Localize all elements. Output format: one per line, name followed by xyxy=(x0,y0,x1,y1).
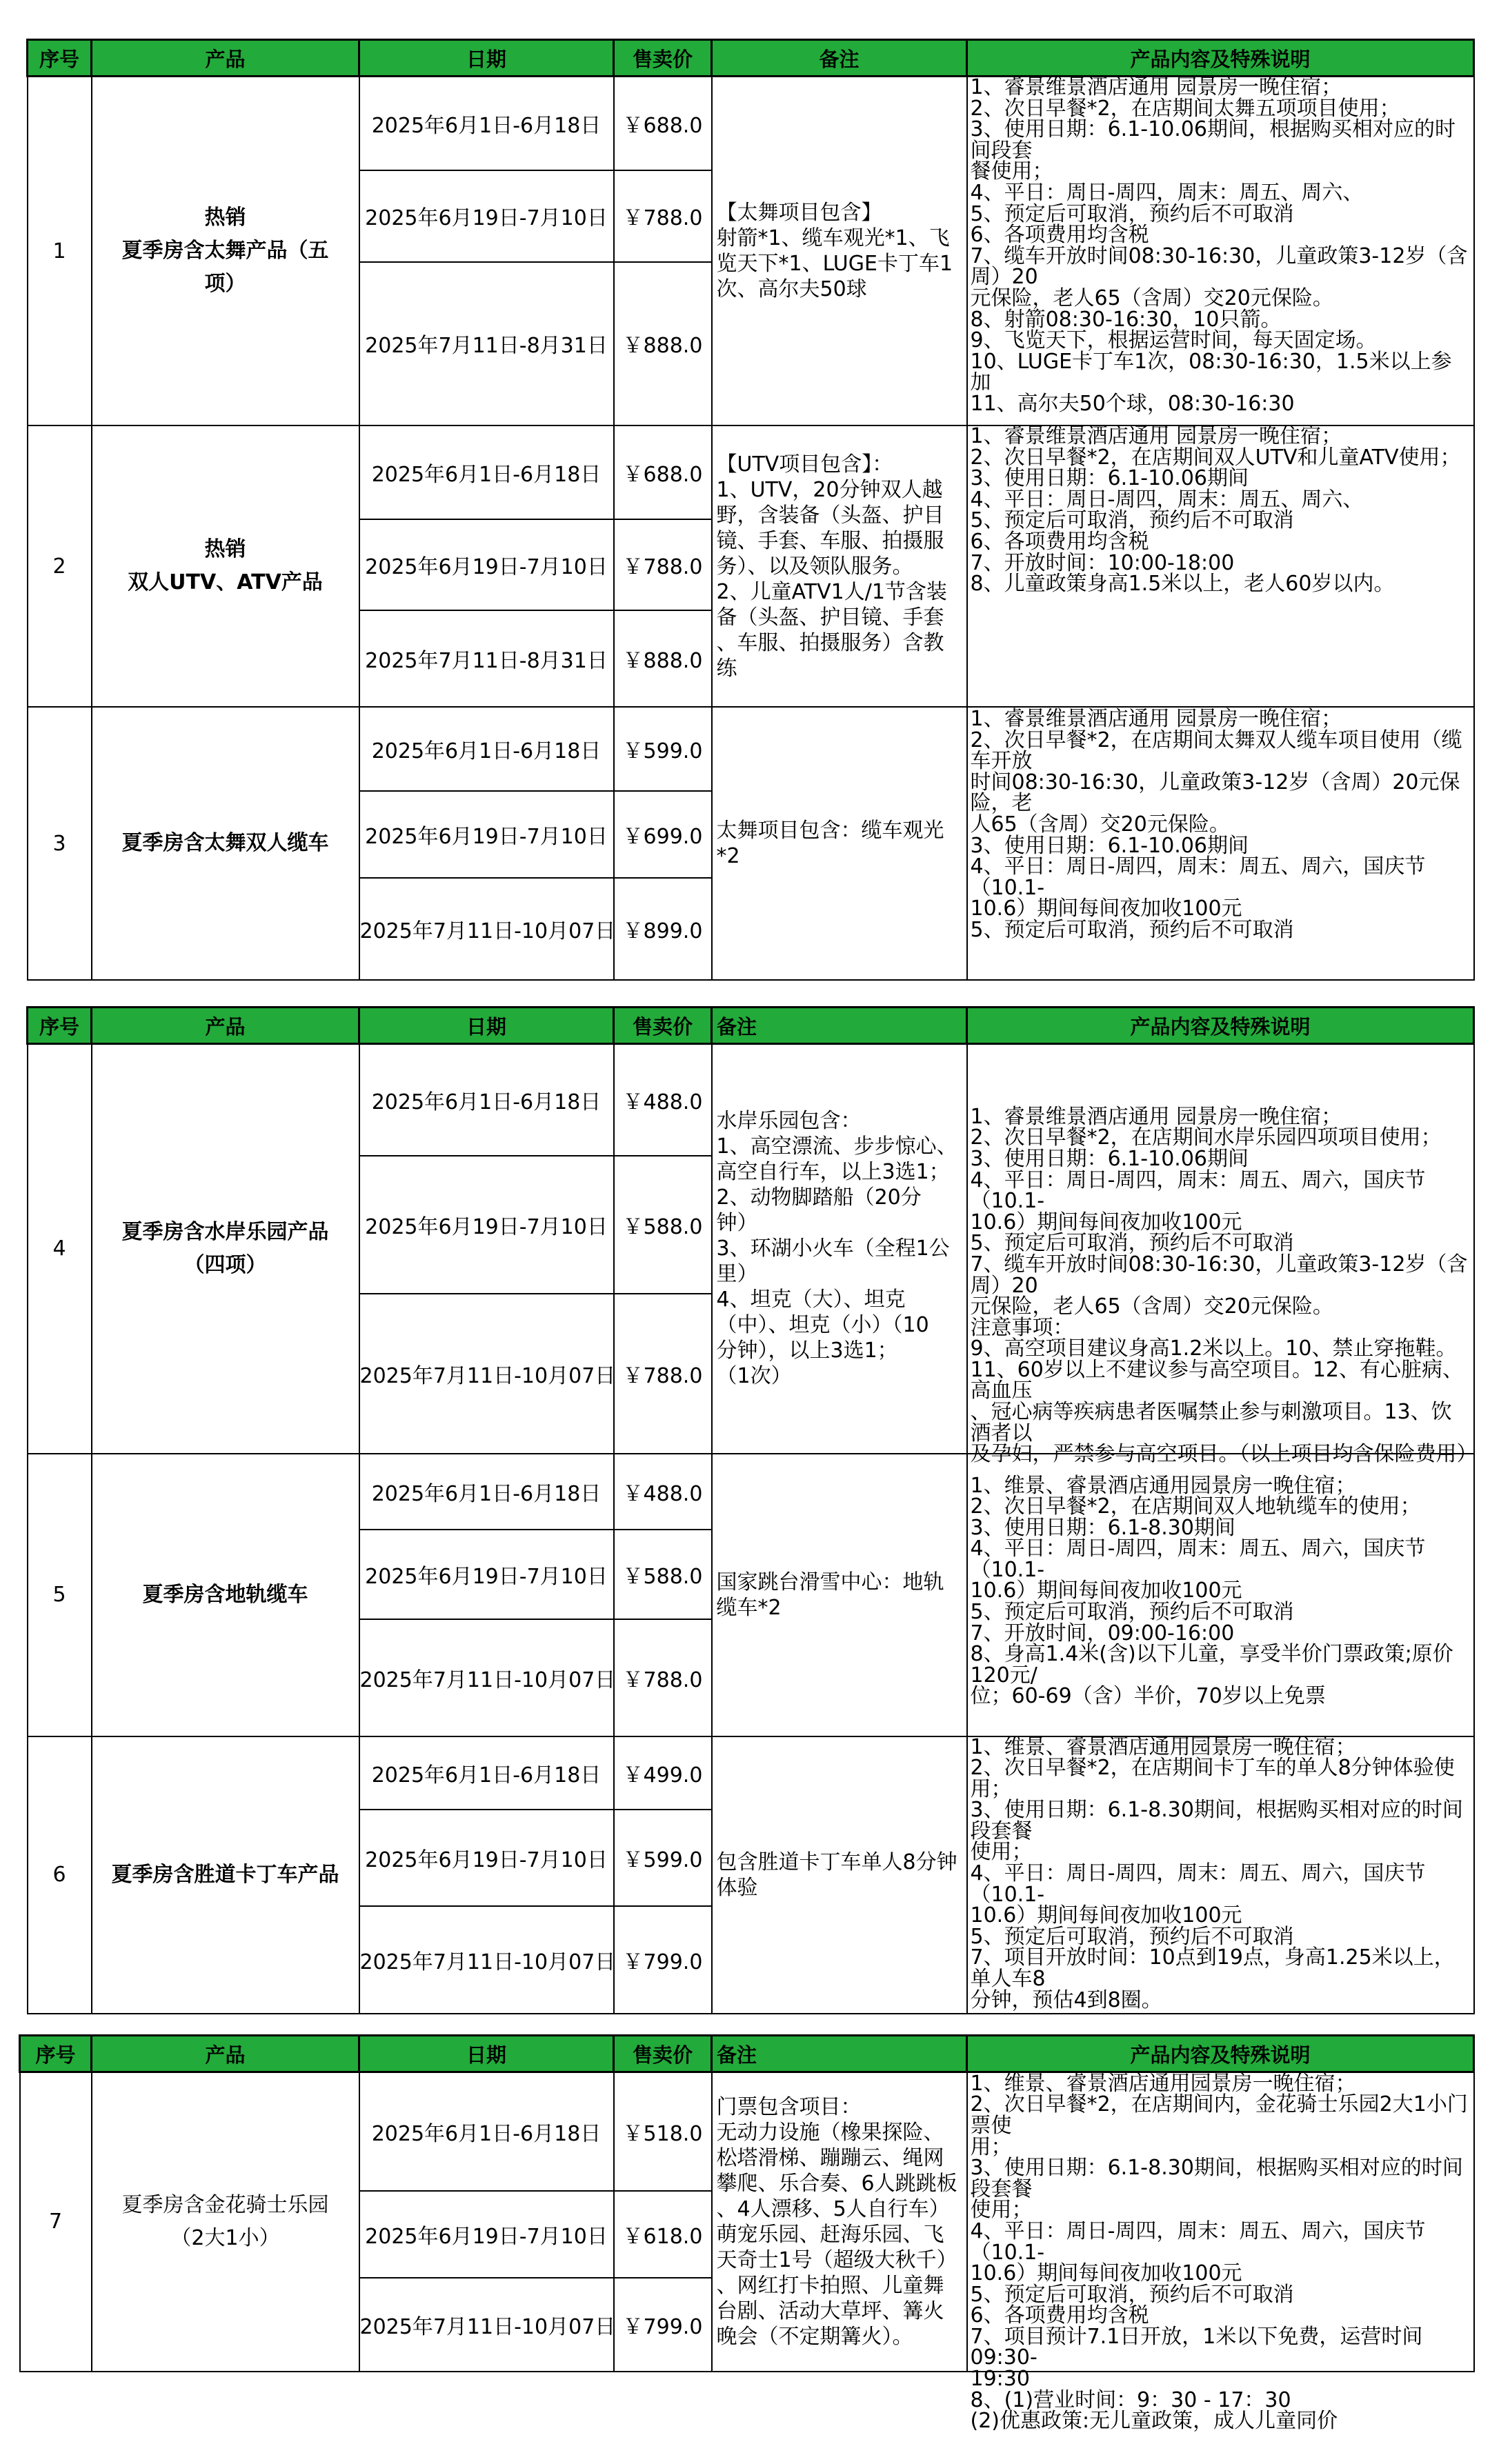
desc-line: 10.6）期间每间夜加收100元 xyxy=(970,1903,1242,1928)
product-line: （四项） xyxy=(183,1252,267,1277)
note-text: 国家跳台滑雪中心：地轨 缆车*2 xyxy=(716,1570,944,1620)
desc-line: 4、平日：周日-周四，周末：周五、周六，国庆节（10.1- xyxy=(970,854,1426,900)
desc-line: 1、维景、睿景酒店通用园景房一晚住宿； xyxy=(970,2071,1356,2096)
note-text: 门票包含项目： 无动力设施（橡果探险、 松塔滑梯、蹦蹦云、绳网 攀爬、乐合奏、6人跳跳板 、4人漂移、5人自行车） 萌宠乐园、赶海乐园、飞 天奇士1号（超级大秋千） 、网红打卡拍照、儿童舞 台剧、活动大草坪、篝火 晚会（不定期篝火）。 xyxy=(716,2094,957,2349)
row-seq: 2 xyxy=(28,425,92,707)
product-line: 夏季房含太舞产品（五 xyxy=(121,239,329,263)
desc-line: 5、预定后可取消，预约后不可取消 xyxy=(970,1231,1294,1256)
header-desc: 产品内容及特殊说明 xyxy=(967,2036,1474,2072)
note-text: 【太舞项目包含】 射箭*1、缆车观光*1、飞 览天下*1、LUGE卡丁车1 次、高尔夫50球 xyxy=(716,201,953,301)
desc-line: 3、使用日期：6.1-8.30期间 xyxy=(970,1515,1235,1540)
row-date: 2025年6月19日-7月10日 xyxy=(359,1156,614,1294)
header-date: 日期 xyxy=(359,40,614,77)
row-product xyxy=(92,77,359,426)
row-desc xyxy=(967,1736,1474,2014)
row-date: 2025年6月19日-7月10日 xyxy=(359,791,614,878)
desc-line: 4、平日：周日-周四，周末：周五、周六，国庆节（10.1- xyxy=(970,2218,1426,2265)
desc-line: 使用； xyxy=(970,1840,1033,1865)
row-product xyxy=(92,2072,359,2372)
desc-line: 6、各项费用均含税 xyxy=(970,2303,1149,2328)
row-date: 2025年6月19日-7月10日 xyxy=(359,519,614,610)
product-table-1 xyxy=(26,39,1475,981)
row-price: ￥688.0 xyxy=(614,77,712,171)
row-desc xyxy=(967,707,1474,980)
row-date: 2025年6月19日-7月10日 xyxy=(359,170,614,262)
row-price: ￥799.0 xyxy=(614,1906,712,2014)
row-note xyxy=(712,77,967,426)
desc-line: 5、预定后可取消，预约后不可取消 xyxy=(970,508,1294,533)
row-product xyxy=(92,425,359,707)
row-date: 2025年7月11日-10月07日 xyxy=(359,1906,614,2014)
header-price: 售卖价 xyxy=(614,2036,712,2072)
row-date: 2025年6月1日-6月18日 xyxy=(359,707,614,791)
product-line: （2大1小） xyxy=(170,2225,280,2250)
desc-line: 5、预定后可取消，预约后不可取消 xyxy=(970,1924,1294,1949)
row-price: ￥488.0 xyxy=(614,1044,712,1156)
row-seq: 5 xyxy=(28,1454,92,1736)
row-price: ￥788.0 xyxy=(614,1619,712,1736)
desc-line: 10.6）期间每间夜加收100元 xyxy=(970,1210,1242,1234)
header-price: 售卖价 xyxy=(614,40,712,77)
product-line: 夏季房含胜道卡丁车产品 xyxy=(111,1862,339,1887)
product-line: 双人UTV、ATV产品 xyxy=(128,570,323,594)
desc-line: 3、使用日期：6.1-10.06期间 xyxy=(970,1146,1249,1171)
row-date: 2025年7月11日-8月31日 xyxy=(359,262,614,425)
row-date: 2025年6月1日-6月18日 xyxy=(359,1454,614,1530)
desc-line: 7、项目开放时间：10点到19点，身高1.25米以上，单人车8 xyxy=(970,1945,1455,1992)
row-date: 2025年6月1日-6月18日 xyxy=(359,77,614,171)
row-price: ￥888.0 xyxy=(614,262,712,425)
desc-line: 7、开放时间：10:00-18:00 xyxy=(970,550,1235,575)
desc-line: 10.6）期间每间夜加收100元 xyxy=(970,1579,1242,1603)
desc-line: 9、高空项目建议身高1.2米以上。10、禁止穿拖鞋。 xyxy=(970,1336,1457,1361)
row-note xyxy=(712,1736,967,2014)
row-product xyxy=(92,1736,359,2014)
desc-line: 2、次日早餐*2，在店期间内，金花骑士乐园2大1小门票使 xyxy=(970,2092,1468,2138)
row-desc xyxy=(967,1044,1478,1467)
desc-line: 8、身高1.4米(含)以下儿童，享受半价门票政策;原价120元/ xyxy=(970,1642,1453,1687)
desc-line: 位；60-69（含）半价，70岁以上免票 xyxy=(970,1684,1326,1709)
desc-line: 人65（含周）交20元保险。 xyxy=(970,812,1230,837)
row-date: 2025年7月11日-10月07日 xyxy=(359,2278,614,2372)
header-row xyxy=(20,2036,1474,2072)
desc-line: 2、次日早餐*2，在店期间太舞双人缆车项目使用（缆车开放 xyxy=(970,728,1462,774)
desc-list xyxy=(970,1734,1471,2013)
row-price: ￥618.0 xyxy=(614,2191,712,2278)
product-table-2 xyxy=(26,1006,1478,2014)
desc-line: 3、使用日期：6.1-10.06期间 xyxy=(970,833,1249,858)
header-date: 日期 xyxy=(359,1008,614,1044)
desc-line: 4、平日：周日-周四，周末：周五、周六、 xyxy=(970,487,1364,512)
desc-line: 2、次日早餐*2，在店期间双人地轨缆车的使用； xyxy=(970,1494,1421,1519)
desc-line: 5、预定后可取消，预约后不可取消 xyxy=(970,1600,1294,1625)
note-text: 包含胜道卡丁车单人8分钟 体验 xyxy=(716,1850,957,1900)
row-product xyxy=(92,1044,359,1454)
desc-line: 8、射箭08:30-16:30，10只箭。 xyxy=(970,307,1282,332)
desc-line: 餐使用； xyxy=(970,159,1053,184)
desc-line: 6、各项费用均含税 xyxy=(970,529,1149,554)
table-row xyxy=(28,77,1474,171)
desc-line: 10.6）期间每间夜加收100元 xyxy=(970,2261,1242,2286)
row-note xyxy=(712,707,967,980)
desc-line: 时间08:30-16:30，儿童政策3-12岁（含周）20元保险，老 xyxy=(970,770,1460,816)
desc-line: 7、项目预计7.1日开放，1米以下免费，运营时间09:30- xyxy=(970,2324,1423,2370)
header-note: 备注 xyxy=(712,40,967,77)
row-date: 2025年7月11日-10月07日 xyxy=(359,1294,614,1454)
desc-list xyxy=(970,1104,1478,1467)
header-seq: 序号 xyxy=(28,1008,92,1044)
row-date: 2025年7月11日-10月07日 xyxy=(359,1619,614,1736)
row-date: 2025年6月1日-6月18日 xyxy=(359,2072,614,2191)
row-price: ￥788.0 xyxy=(614,1294,712,1454)
row-note xyxy=(712,1044,967,1454)
desc-line: 3、使用日期：6.1-8.30期间，根据购买相对应的时间段套餐 xyxy=(970,1798,1463,1843)
header-product: 产品 xyxy=(92,2036,359,2072)
table-row xyxy=(28,707,1474,791)
desc-line: 1、睿景维景酒店通用 园景房一晚住宿； xyxy=(970,75,1342,99)
desc-line: 及孕妇，严禁参与高空项目。（以上项目均含保险费用） xyxy=(970,1442,1478,1467)
desc-line: 5、预定后可取消，预约后不可取消 xyxy=(970,201,1294,226)
desc-line: 元保险，老人65（含周）交20元保险。 xyxy=(970,286,1333,310)
row-seq: 7 xyxy=(20,2072,92,2372)
desc-line: 1、维景、睿景酒店通用园景房一晚住宿； xyxy=(970,1734,1356,1759)
header-product: 产品 xyxy=(92,1008,359,1044)
desc-line: 1、睿景维景酒店通用 园景房一晚住宿； xyxy=(970,1104,1342,1129)
desc-line: 注意事项： xyxy=(970,1315,1074,1340)
desc-line: 2、次日早餐*2，在店期间双人UTV和儿童ATV使用； xyxy=(970,445,1461,470)
note-text: 【UTV项目包含】： 1、UTV，20分钟双人越 野，含装备（头盔、护目 镜、手套、车服、拍摄服 务）、以及领队服务。 2、儿童ATV1人/1节含装 备（头盔、护目镜、手套 、车服、拍摄服务）含教 练 xyxy=(716,452,947,681)
desc-line: 5、预定后可取消，预约后不可取消 xyxy=(970,2282,1294,2307)
product-line: 夏季房含水岸乐园产品 xyxy=(121,1219,329,1244)
desc-line: 4、平日：周日-周四，周末：周五、周六、 xyxy=(970,180,1364,205)
row-price: ￥788.0 xyxy=(614,170,712,262)
row-note xyxy=(712,1454,967,1736)
desc-line: 4、平日：周日-周四，周末：周五、周六，国庆节（10.1- xyxy=(970,1168,1426,1214)
desc-line: 3、使用日期：6.1-8.30期间，根据购买相对应的时间段套餐 xyxy=(970,2156,1463,2201)
product-line: 夏季房含金花骑士乐园 xyxy=(121,2192,329,2217)
row-date: 2025年6月19日-7月10日 xyxy=(359,1530,614,1619)
row-date: 2025年7月11日-10月07日 xyxy=(359,878,614,980)
row-price: ￥899.0 xyxy=(614,878,712,980)
header-note: 备注 xyxy=(712,1008,967,1044)
note-text: 太舞项目包含：缆车观光 *2 xyxy=(716,819,944,868)
row-price: ￥488.0 xyxy=(614,1454,712,1530)
desc-list xyxy=(971,1455,1471,1735)
note-text: 水岸乐园包含： 1、高空漂流、步步惊心、 高空自行车，以上3选1； 2、动物脚踏船（20分钟） 3、环湖小火车（全程1公 里） 4、坦克（大）、坦克 （中）、坦克（小）（10 分钟），以上3选1； （1次） xyxy=(716,1109,957,1389)
desc-list xyxy=(970,2071,1471,2434)
desc-line: 19:30 xyxy=(970,2367,1030,2392)
desc-line: 7、开放时间，09:00-16:00 xyxy=(970,1621,1235,1645)
row-price: ￥599.0 xyxy=(614,1810,712,1906)
row-date: 2025年6月19日-7月10日 xyxy=(359,2191,614,2278)
desc-line: 8、(1)营业时间：9：30 - 17：30 xyxy=(970,2387,1291,2412)
row-price: ￥888.0 xyxy=(614,610,712,707)
desc-line: 1、睿景维景酒店通用 园景房一晚住宿； xyxy=(970,707,1342,731)
desc-line: 10.6）期间每间夜加收100元 xyxy=(970,897,1242,921)
row-desc xyxy=(967,1454,1474,1736)
row-price: ￥688.0 xyxy=(614,425,712,519)
desc-line: 1、维景、睿景酒店通用园景房一晚住宿； xyxy=(970,1473,1356,1498)
desc-line: 7、缆车开放时间08:30-16:30，儿童政策3-12岁（含周）20 xyxy=(970,1252,1468,1298)
header-note: 备注 xyxy=(712,2036,967,2072)
row-price: ￥599.0 xyxy=(614,707,712,791)
row-price: ￥588.0 xyxy=(614,1530,712,1619)
table-row xyxy=(28,1736,1474,1810)
desc-line: 使用； xyxy=(970,2198,1033,2223)
desc-line: 9、飞览天下，根据运营时间，每天固定场。 xyxy=(970,328,1377,353)
desc-line: (2)优惠政策:无儿童政策，成人儿童同价 xyxy=(970,2409,1338,2434)
product-line: 项） xyxy=(204,272,246,296)
row-seq: 4 xyxy=(28,1044,92,1454)
product-line: 夏季房含地轨缆车 xyxy=(142,1582,308,1607)
desc-line: 11、高尔夫50个球，08:30-16:30 xyxy=(970,391,1295,416)
desc-line: 10、LUGE卡丁车1次，08:30-16:30，1.5米以上参加 xyxy=(970,349,1452,395)
product-line: 热销 xyxy=(204,537,246,561)
row-desc xyxy=(967,77,1474,426)
product-line: 热销 xyxy=(204,206,246,230)
row-date: 2025年7月11日-8月31日 xyxy=(359,610,614,707)
row-date: 2025年6月1日-6月18日 xyxy=(359,425,614,519)
row-desc xyxy=(967,425,1474,707)
desc-line: 分钟，预估4到8圈。 xyxy=(970,1987,1162,2012)
header-desc: 产品内容及特殊说明 xyxy=(967,1008,1474,1044)
desc-line: 3、使用日期：6.1-10.06期间 xyxy=(970,466,1249,491)
desc-line: 用； xyxy=(970,2134,1012,2159)
row-price: ￥499.0 xyxy=(614,1736,712,1810)
desc-list xyxy=(971,709,1471,978)
row-price: ￥799.0 xyxy=(614,2278,712,2372)
row-seq: 3 xyxy=(28,707,92,980)
row-date: 2025年6月1日-6月18日 xyxy=(359,1044,614,1156)
desc-line: 4、平日：周日-周四，周末：周五、周六，国庆节（10.1- xyxy=(970,1861,1426,1907)
header-date: 日期 xyxy=(359,2036,614,2072)
row-desc xyxy=(967,2071,1474,2434)
row-price: ￥699.0 xyxy=(614,791,712,878)
header-row xyxy=(28,40,1474,77)
desc-line: 元保险，老人65（含周）交20元保险。 xyxy=(970,1294,1333,1319)
product-line: 夏季房含太舞双人缆车 xyxy=(121,831,329,855)
row-product xyxy=(92,1454,359,1736)
header-seq: 序号 xyxy=(20,2036,92,2072)
row-date: 2025年6月19日-7月10日 xyxy=(359,1810,614,1906)
desc-line: 4、平日：周日-周四，周末：周五、周六，国庆节（10.1- xyxy=(970,1536,1426,1582)
row-price: ￥518.0 xyxy=(614,2072,712,2191)
row-date: 2025年6月1日-6月18日 xyxy=(359,1736,614,1810)
header-row xyxy=(28,1008,1474,1044)
desc-line: 2、次日早餐*2，在店期间太舞五项项目使用； xyxy=(970,96,1400,121)
desc-line: 5、预定后可取消，预约后不可取消 xyxy=(970,917,1294,942)
desc-line: 7、缆车开放时间08:30-16:30，儿童政策3-12岁（含周）20 xyxy=(970,243,1468,290)
row-price: ￥788.0 xyxy=(614,519,712,610)
desc-line: 、冠心病等疾病患者医嘱禁止参与刺激项目。13、饮酒者以 xyxy=(970,1400,1452,1445)
desc-line: 1、睿景维景酒店通用 园景房一晚住宿； xyxy=(970,424,1342,448)
row-product xyxy=(92,707,359,980)
row-note xyxy=(712,2072,967,2372)
row-seq: 1 xyxy=(28,77,92,426)
desc-line: 2、次日早餐*2，在店期间卡丁车的单人8分钟体验使用； xyxy=(970,1756,1455,1801)
product-table-3 xyxy=(19,2034,1475,2434)
row-price: ￥588.0 xyxy=(614,1156,712,1294)
table-row xyxy=(20,2072,1474,2191)
desc-line: 11、60岁以上不建议参与高空项目。12、有心脏病、高血压 xyxy=(970,1357,1464,1403)
row-seq: 6 xyxy=(28,1736,92,2014)
header-seq: 序号 xyxy=(28,40,92,77)
table-row xyxy=(28,425,1474,519)
header-desc: 产品内容及特殊说明 xyxy=(967,40,1474,77)
desc-list xyxy=(971,77,1471,425)
desc-line: 2、次日早餐*2，在店期间水岸乐园四项项目使用； xyxy=(970,1125,1442,1150)
header-price: 售卖价 xyxy=(614,1008,712,1044)
desc-line: 6、各项费用均含税 xyxy=(970,223,1149,248)
desc-list xyxy=(971,426,1471,706)
desc-line: 3、使用日期：6.1-10.06期间，根据购买相对应的时间段套 xyxy=(970,117,1456,163)
table-row xyxy=(28,1044,1474,1156)
desc-line: 8、儿童政策身高1.5米以上，老人60岁以内。 xyxy=(970,572,1395,597)
header-product: 产品 xyxy=(92,40,359,77)
row-note xyxy=(712,425,967,707)
